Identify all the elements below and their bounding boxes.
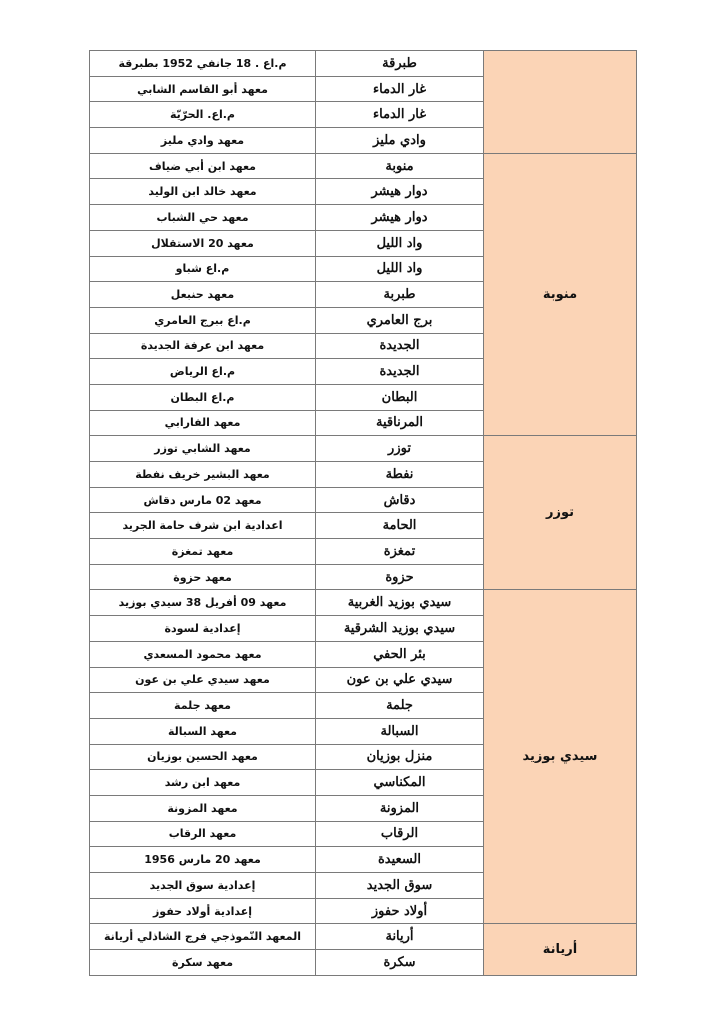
city-cell: دوار هيشر [316,179,484,205]
city-cell: البطان [316,384,484,410]
school-cell: المعهد النّموذجي فرج الشاذلي أريانة [90,924,316,950]
school-cell: م.اع شباو [90,256,316,282]
school-cell: معهد سكرة [90,950,316,976]
table-row [90,153,637,179]
city-cell: نفطة [316,462,484,488]
city-cell: الحامة [316,513,484,539]
school-cell: معهد 02 مارس دقاش [90,487,316,513]
school-cell: معهد ابن رشد [90,770,316,796]
city-cell: حزوة [316,564,484,590]
governorate-cell: سيدي بوزيد [484,590,637,924]
school-cell: معهد الرقاب [90,821,316,847]
city-cell: المزونة [316,795,484,821]
city-cell: سكرة [316,950,484,976]
city-cell: أولاد حفوز [316,898,484,924]
school-cell: معهد خالد ابن الوليد [90,179,316,205]
school-cell: معهد الشابي توزر [90,436,316,462]
city-cell: المكناسي [316,770,484,796]
school-cell: معهد 20 الاستقلال [90,230,316,256]
city-cell: السبالة [316,718,484,744]
city-cell: منزل بوزيان [316,744,484,770]
school-cell: معهد جلمة [90,693,316,719]
city-cell: الجديدة [316,359,484,385]
city-cell: الجديدة [316,333,484,359]
school-cell: معهد السبالة [90,718,316,744]
school-cell: معهد محمود المسعدي [90,641,316,667]
city-cell: سوق الجديد [316,873,484,899]
table-row [90,590,637,616]
school-cell: إعدادية أولاد حفوز [90,898,316,924]
school-cell: معهد المزونة [90,795,316,821]
city-cell: طبرقة [316,51,484,77]
table-row [90,436,637,462]
city-cell: طبربة [316,282,484,308]
school-cell: معهد ابن عرفة الجديدة [90,333,316,359]
table-row [90,51,637,77]
school-cell: م.اع . 18 جانفي 1952 بطبرقة [90,51,316,77]
school-cell: م.اع ببرج العامري [90,307,316,333]
school-cell: معهد تمغزة [90,539,316,565]
schools-table [89,50,637,976]
school-cell: م.اع الرياض [90,359,316,385]
city-cell: برج العامري [316,307,484,333]
governorate-cell: منوبة [484,153,637,436]
school-cell: معهد أبو القاسم الشابي [90,76,316,102]
city-cell: وادي مليز [316,128,484,154]
school-cell: معهد وادي مليز [90,128,316,154]
school-cell: معهد الفارابي [90,410,316,436]
city-cell: السعيدة [316,847,484,873]
school-cell: معهد ابن أبي ضياف [90,153,316,179]
school-cell: معهد 09 أفريل 38 سيدي بوزيد [90,590,316,616]
school-cell: م.اع. الحرّيّة [90,102,316,128]
city-cell: بئر الحفي [316,641,484,667]
city-cell: واد الليل [316,230,484,256]
city-cell: تمغزة [316,539,484,565]
city-cell: غار الدماء [316,76,484,102]
city-cell: سيدي بوزيد الشرقية [316,616,484,642]
school-cell: معهد البشير خريف نفطة [90,462,316,488]
school-cell: معهد حي الشباب [90,205,316,231]
table-row [90,924,637,950]
city-cell: المرناقية [316,410,484,436]
city-cell: دوار هيشر [316,205,484,231]
schools-table-body [90,51,637,976]
city-cell: سيدي بوزيد الغربية [316,590,484,616]
school-cell: إعدادية لسودة [90,616,316,642]
city-cell: دقاش [316,487,484,513]
city-cell: غار الدماء [316,102,484,128]
school-cell: م.اع البطان [90,384,316,410]
city-cell: الرقاب [316,821,484,847]
school-cell: معهد الحسين بوزيان [90,744,316,770]
city-cell: توزر [316,436,484,462]
school-cell: إعدادية سوق الجديد [90,873,316,899]
governorate-cell [484,51,637,154]
city-cell: سيدي علي بن عون [316,667,484,693]
city-cell: أريانة [316,924,484,950]
school-cell: معهد حزوة [90,564,316,590]
city-cell: واد الليل [316,256,484,282]
governorate-cell: أريانة [484,924,637,975]
city-cell: منوبة [316,153,484,179]
city-cell: جلمة [316,693,484,719]
school-cell: معهد سيدي علي بن عون [90,667,316,693]
governorate-cell: توزر [484,436,637,590]
school-cell: معهد حنبعل [90,282,316,308]
school-cell: اعدادية ابن شرف حامة الجريد [90,513,316,539]
school-cell: معهد 20 مارس 1956 [90,847,316,873]
